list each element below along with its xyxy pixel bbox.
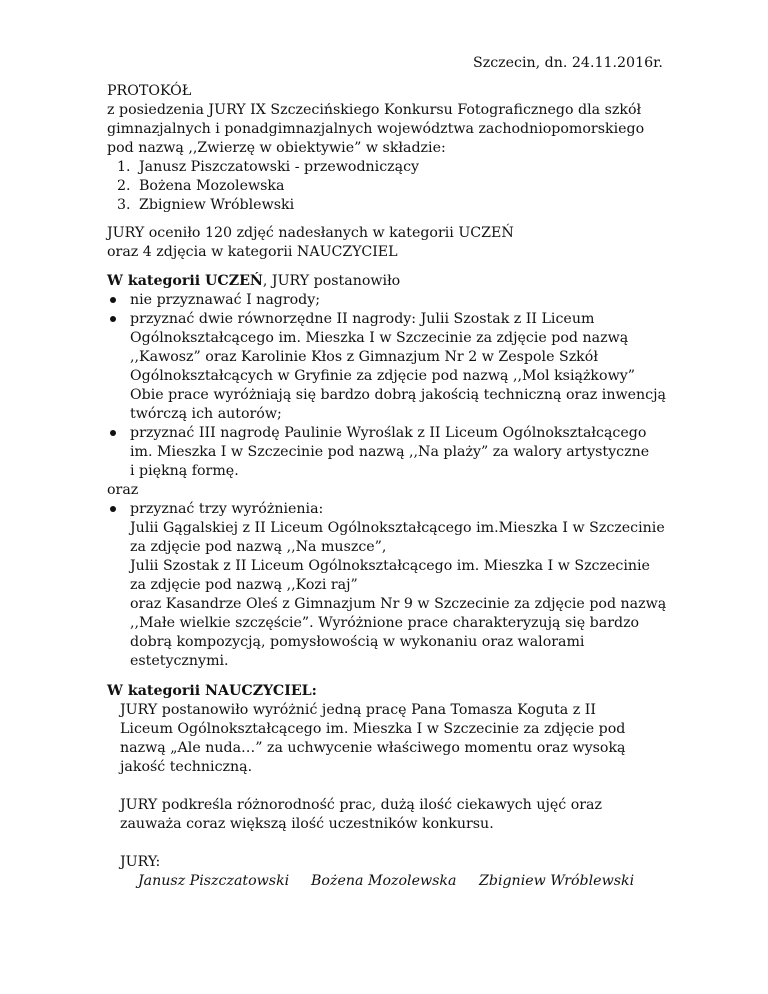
document-title: PROTOKÓŁ (107, 83, 192, 99)
signatures-label: JURY: (120, 854, 161, 870)
conjunction-text: oraz (107, 482, 139, 498)
list-item-line: im. Mieszka I w Szczecinie pod nazwą ,,Na plaży” za walory artystyczne (130, 444, 650, 460)
list-item-line: ,,Kawosz” oraz Karolinie Kłos z Gimnazjum Nr 2 w Zespole Szkół (130, 349, 598, 365)
intro-line: z posiedzenia JURY IX Szczecińskiego Konkursu Fotograficznego dla szkół (107, 102, 642, 118)
list-item-line: dobrą kompozycją, pomysłowością w wykonaniu oraz walorami (130, 634, 585, 650)
list-item-line: za zdjęcie pod nazwą ,,Na muszce”, (130, 539, 387, 555)
section-heading-rest: , JURY postanowiło (262, 273, 401, 289)
closing-line: JURY podkreśla różnorodność prac, dużą ilość ciekawych ujęć oraz (120, 797, 602, 813)
paragraph-line: jakość techniczną. (120, 759, 253, 775)
list-item-line: za zdjęcie pod nazwą ,,Kozi raj” (130, 577, 358, 593)
member-name: Zbigniew Wróblewski (139, 197, 295, 213)
list-item-line: ,,Małe wielkie szczęście”. Wyróżnione prace charakteryzują się bardzo (130, 615, 640, 631)
place-date: Szczecin, dn. 24.11.2016r. (473, 55, 663, 71)
section-heading-nauczyciel: W kategorii NAUCZYCIEL: (107, 683, 317, 699)
bullet-icon (110, 430, 116, 436)
paragraph-line: JURY postanowiło wyróżnić jedną pracę Pana Tomasza Koguta z II (120, 702, 596, 718)
bullet-icon (110, 506, 116, 512)
summary-line: JURY oceniło 120 zdjęć nadesłanych w kategorii UCZEŃ (107, 225, 514, 241)
list-item-line: przyznać dwie równorzędne II nagrody: Julii Szostak z II Liceum (130, 311, 595, 327)
list-item-line: Obie prace wyróżniają się bardzo dobrą jakością techniczną oraz inwencją (130, 387, 666, 403)
list-item-line: Julii Gągalskiej z II Liceum Ogólnokształcącego im.Mieszka I w Szczecinie (130, 520, 665, 536)
member-number: 2. (117, 178, 131, 194)
summary-line: oraz 4 zdjęcia w kategorii NAUCZYCIEL (107, 244, 398, 260)
member-name: Janusz Piszczatowski - przewodniczący (139, 159, 420, 175)
list-item-line: przyznać III nagrodę Paulinie Wyroślak z II Liceum Ogólnokształcącego (130, 425, 647, 441)
intro-line: pod nazwą ,,Zwierzę w obiektywie” w składzie: (107, 140, 446, 156)
signature-name: Janusz Piszczatowski (138, 873, 290, 889)
section-heading-bold: W kategorii UCZEŃ (107, 273, 263, 289)
closing-line: zauważa coraz większą ilość uczestników konkursu. (120, 816, 494, 832)
signature-name: Zbigniew Wróblewski (479, 873, 635, 889)
list-item-line: Julii Szostak z II Liceum Ogólnokształcącego im. Mieszka I w Szczecinie (130, 558, 650, 574)
member-name: Bożena Mozolewska (139, 178, 285, 194)
member-number: 1. (117, 159, 131, 175)
paragraph-line: Liceum Ogólnokształcącego im. Mieszka I w Szczecinie za zdjęcie pod (120, 721, 626, 737)
list-item-line: Ogólnokształcącego im. Mieszka I w Szczecinie za zdjęcie pod nazwą (130, 330, 629, 346)
signature-name: Bożena Mozolewska (311, 873, 457, 889)
list-item-line: Ogólnokształcących w Gryfinie za zdjęcie pod nazwą ,,Mol książkowy” (130, 368, 635, 384)
section-heading-uczen (107, 272, 400, 290)
member-number: 3. (117, 197, 131, 213)
list-item-line: przyznać trzy wyróżnienia: (130, 501, 324, 517)
intro-line: gimnazjalnych i ponadgimnazjalnych województwa zachodniopomorskiego (107, 121, 645, 137)
paragraph-line: nazwą „Ale nuda…” za uchwycenie właściwego momentu oraz wysoką (120, 740, 626, 756)
bullet-icon (110, 297, 116, 303)
list-item-line: twórczą ich autorów; (130, 406, 282, 422)
list-item-line: i piękną formę. (130, 463, 239, 479)
list-item-line: oraz Kasandrze Oleś z Gimnazjum Nr 9 w Szczecinie za zdjęcie pod nazwą (130, 596, 667, 612)
list-item-line: estetycznymi. (130, 653, 229, 669)
list-item: nie przyznawać I nagrody; (130, 292, 321, 308)
bullet-icon (110, 316, 116, 322)
